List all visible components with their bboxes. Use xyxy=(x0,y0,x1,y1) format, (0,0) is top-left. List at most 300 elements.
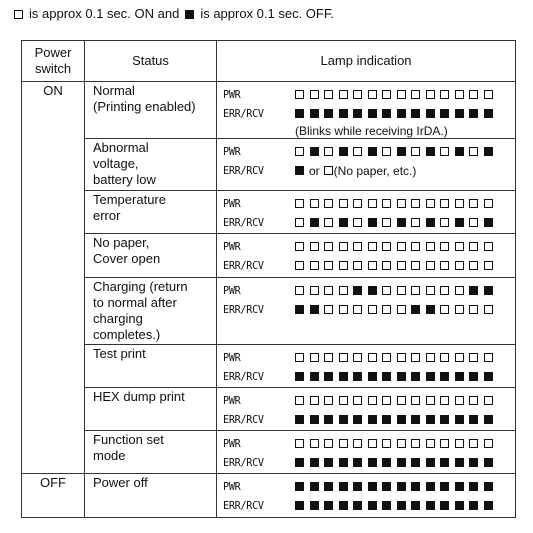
pwr-on-square-icon xyxy=(397,439,406,448)
pwr-on-square-icon xyxy=(411,396,420,405)
err-rcv-off-square-icon xyxy=(455,501,464,510)
err-rcv-off-square-icon xyxy=(368,501,377,510)
pwr-on-square-icon xyxy=(295,353,304,362)
header-status: Status xyxy=(85,41,217,82)
lamp-indication-cell xyxy=(217,474,516,518)
pwr-on-square-icon xyxy=(397,242,406,251)
err-rcv-off-square-icon xyxy=(426,109,435,118)
status-cell: HEX dump print xyxy=(85,388,217,431)
err-rcv-on-square-icon xyxy=(382,261,391,270)
pwr-on-square-icon xyxy=(455,286,464,295)
pwr-on-square-icon xyxy=(455,199,464,208)
err-rcv-lamp-pattern xyxy=(295,218,498,227)
pwr-on-square-icon xyxy=(411,90,420,99)
err-rcv-on-square-icon xyxy=(455,305,464,314)
pwr-lamp-pattern xyxy=(295,353,498,362)
pwr-on-square-icon xyxy=(440,286,449,295)
err-rcv-off-square-icon xyxy=(310,305,319,314)
err-rcv-off-square-icon xyxy=(382,372,391,381)
err-rcv-on-square-icon xyxy=(339,261,348,270)
table-row xyxy=(22,234,516,278)
lamp-off-square-icon xyxy=(185,10,194,19)
pwr-on-square-icon xyxy=(440,439,449,448)
err-rcv-note-text: or xyxy=(309,163,320,178)
pwr-off-square-icon xyxy=(368,482,377,491)
err-rcv-off-square-icon xyxy=(411,458,420,467)
err-rcv-lamp-row xyxy=(223,256,515,275)
pwr-on-square-icon xyxy=(397,286,406,295)
pwr-on-square-icon xyxy=(382,396,391,405)
pwr-off-square-icon xyxy=(484,286,493,295)
err-rcv-off-square-icon xyxy=(353,415,362,424)
pwr-on-square-icon xyxy=(295,286,304,295)
pwr-lamp-pattern xyxy=(295,90,498,99)
header-lamp-indication: Lamp indication xyxy=(217,41,516,82)
pwr-on-square-icon xyxy=(310,242,319,251)
err-rcv-off-square-icon xyxy=(484,372,493,381)
err-rcv-lamp-row xyxy=(223,453,515,472)
err-rcv-off-square-icon xyxy=(295,166,304,175)
err-rcv-off-square-icon xyxy=(339,218,348,227)
err-rcv-off-square-icon xyxy=(353,109,362,118)
err-rcv-off-square-icon xyxy=(295,415,304,424)
pwr-off-square-icon xyxy=(411,482,420,491)
header-power-switch: Power switch xyxy=(22,41,85,82)
err-rcv-off-square-icon xyxy=(310,458,319,467)
pwr-on-square-icon xyxy=(339,199,348,208)
pwr-off-square-icon xyxy=(455,147,464,156)
lamp-indication-cell xyxy=(217,234,516,278)
err-rcv-off-square-icon xyxy=(440,458,449,467)
pwr-off-square-icon xyxy=(339,147,348,156)
pwr-on-square-icon xyxy=(469,147,478,156)
pwr-on-square-icon xyxy=(397,90,406,99)
pwr-lamp-row xyxy=(223,194,515,213)
legend xyxy=(14,6,334,22)
pwr-on-square-icon xyxy=(426,286,435,295)
err-rcv-off-square-icon xyxy=(339,372,348,381)
err-rcv-on-square-icon xyxy=(469,305,478,314)
legend-on-text: is approx 0.1 sec. ON and xyxy=(29,6,180,21)
pwr-on-square-icon xyxy=(440,90,449,99)
err-rcv-lamp-row xyxy=(223,496,515,515)
pwr-on-square-icon xyxy=(397,396,406,405)
pwr-on-square-icon xyxy=(484,396,493,405)
pwr-on-square-icon xyxy=(324,90,333,99)
pwr-on-square-icon xyxy=(469,242,478,251)
pwr-lamp-label: PWR xyxy=(223,350,241,364)
pwr-on-square-icon xyxy=(411,439,420,448)
pwr-off-square-icon xyxy=(455,482,464,491)
err-rcv-off-square-icon xyxy=(324,372,333,381)
pwr-on-square-icon xyxy=(310,286,319,295)
pwr-on-square-icon xyxy=(368,90,377,99)
err-rcv-off-square-icon xyxy=(324,501,333,510)
pwr-lamp-label: PWR xyxy=(223,144,241,158)
err-rcv-on-square-icon xyxy=(353,261,362,270)
err-rcv-off-square-icon xyxy=(411,372,420,381)
err-rcv-off-square-icon xyxy=(397,458,406,467)
err-rcv-lamp-pattern xyxy=(295,163,420,179)
err-rcv-off-square-icon xyxy=(484,218,493,227)
err-rcv-off-square-icon xyxy=(397,109,406,118)
pwr-off-square-icon xyxy=(469,286,478,295)
pwr-on-square-icon xyxy=(324,396,333,405)
pwr-lamp-pattern xyxy=(295,396,498,405)
err-rcv-lamp-pattern xyxy=(295,501,498,510)
err-rcv-on-square-icon xyxy=(382,218,391,227)
err-rcv-on-square-icon xyxy=(324,305,333,314)
pwr-on-square-icon xyxy=(484,199,493,208)
pwr-on-square-icon xyxy=(469,90,478,99)
pwr-on-square-icon xyxy=(455,439,464,448)
err-rcv-off-square-icon xyxy=(411,305,420,314)
err-rcv-lamp-label: ERR/RCV xyxy=(223,498,264,512)
err-rcv-off-square-icon xyxy=(411,415,420,424)
pwr-off-square-icon xyxy=(310,482,319,491)
pwr-on-square-icon xyxy=(368,353,377,362)
pwr-on-square-icon xyxy=(469,439,478,448)
err-rcv-off-square-icon xyxy=(353,501,362,510)
pwr-on-square-icon xyxy=(368,242,377,251)
pwr-on-square-icon xyxy=(411,286,420,295)
err-rcv-off-square-icon xyxy=(368,372,377,381)
err-rcv-off-square-icon xyxy=(295,372,304,381)
table-row xyxy=(22,82,516,139)
pwr-on-square-icon xyxy=(353,147,362,156)
pwr-on-square-icon xyxy=(310,90,319,99)
err-rcv-on-square-icon xyxy=(324,218,333,227)
pwr-lamp-label: PWR xyxy=(223,479,241,493)
table-row xyxy=(22,388,516,431)
pwr-off-square-icon xyxy=(426,147,435,156)
pwr-off-square-icon xyxy=(426,482,435,491)
pwr-lamp-label: PWR xyxy=(223,87,241,101)
pwr-lamp-row xyxy=(223,477,515,496)
err-rcv-off-square-icon xyxy=(397,372,406,381)
pwr-lamp-row xyxy=(223,85,515,104)
power-switch-cell: ON xyxy=(22,82,85,474)
err-rcv-off-square-icon xyxy=(455,218,464,227)
err-rcv-lamp-row xyxy=(223,367,515,386)
pwr-on-square-icon xyxy=(440,353,449,362)
pwr-off-square-icon xyxy=(484,147,493,156)
pwr-on-square-icon xyxy=(440,147,449,156)
pwr-lamp-label: PWR xyxy=(223,393,241,407)
pwr-off-square-icon xyxy=(353,286,362,295)
err-rcv-off-square-icon xyxy=(397,415,406,424)
pwr-lamp-pattern xyxy=(295,199,498,208)
err-rcv-lamp-label: ERR/RCV xyxy=(223,369,264,383)
pwr-lamp-pattern xyxy=(295,147,498,156)
err-rcv-lamp-label: ERR/RCV xyxy=(223,163,264,177)
err-rcv-on-square-icon xyxy=(382,305,391,314)
err-rcv-lamp-label: ERR/RCV xyxy=(223,302,264,316)
pwr-lamp-label: PWR xyxy=(223,283,241,297)
err-rcv-off-square-icon xyxy=(310,415,319,424)
pwr-lamp-pattern xyxy=(295,439,498,448)
status-cell: Function set mode xyxy=(85,431,217,474)
pwr-off-square-icon xyxy=(310,147,319,156)
pwr-off-square-icon xyxy=(382,482,391,491)
pwr-on-square-icon xyxy=(455,353,464,362)
pwr-on-square-icon xyxy=(440,396,449,405)
pwr-off-square-icon xyxy=(397,147,406,156)
err-rcv-off-square-icon xyxy=(368,218,377,227)
err-rcv-lamp-row xyxy=(223,410,515,429)
pwr-on-square-icon xyxy=(455,242,464,251)
err-rcv-on-square-icon xyxy=(440,261,449,270)
err-rcv-off-square-icon xyxy=(353,458,362,467)
err-rcv-lamp-pattern xyxy=(295,261,498,270)
pwr-on-square-icon xyxy=(426,90,435,99)
err-rcv-off-square-icon xyxy=(426,372,435,381)
pwr-lamp-row xyxy=(223,281,515,300)
err-rcv-off-square-icon xyxy=(440,109,449,118)
lamp-indication-cell xyxy=(217,345,516,388)
err-rcv-on-square-icon xyxy=(368,261,377,270)
err-rcv-off-square-icon xyxy=(339,415,348,424)
pwr-on-square-icon xyxy=(295,396,304,405)
pwr-on-square-icon xyxy=(426,439,435,448)
lamp-indication-cell xyxy=(217,139,516,191)
table-row xyxy=(22,431,516,474)
pwr-lamp-label: PWR xyxy=(223,239,241,253)
pwr-on-square-icon xyxy=(469,353,478,362)
err-rcv-off-square-icon xyxy=(455,109,464,118)
pwr-on-square-icon xyxy=(339,242,348,251)
pwr-on-square-icon xyxy=(368,439,377,448)
status-cell: No paper, Cover open xyxy=(85,234,217,278)
err-rcv-off-square-icon xyxy=(295,458,304,467)
pwr-lamp-pattern xyxy=(295,286,498,295)
pwr-on-square-icon xyxy=(455,90,464,99)
err-rcv-off-square-icon xyxy=(469,109,478,118)
err-rcv-off-square-icon xyxy=(426,458,435,467)
err-rcv-off-square-icon xyxy=(469,501,478,510)
err-rcv-lamp-row xyxy=(223,300,515,319)
err-rcv-on-square-icon xyxy=(455,261,464,270)
lamp-on-square-icon xyxy=(14,10,23,19)
err-rcv-off-square-icon xyxy=(368,415,377,424)
pwr-on-square-icon xyxy=(295,439,304,448)
pwr-on-square-icon xyxy=(295,199,304,208)
pwr-on-square-icon xyxy=(382,199,391,208)
pwr-on-square-icon xyxy=(455,396,464,405)
err-rcv-off-square-icon xyxy=(484,501,493,510)
table-body xyxy=(22,82,516,518)
pwr-lamp-row xyxy=(223,348,515,367)
err-rcv-off-square-icon xyxy=(440,415,449,424)
table-row xyxy=(22,474,516,518)
pwr-on-square-icon xyxy=(339,286,348,295)
err-rcv-off-square-icon xyxy=(426,501,435,510)
pwr-off-square-icon xyxy=(353,482,362,491)
pwr-off-square-icon xyxy=(295,482,304,491)
pwr-on-square-icon xyxy=(382,90,391,99)
err-rcv-on-square-icon xyxy=(411,261,420,270)
pwr-on-square-icon xyxy=(368,199,377,208)
pwr-lamp-pattern xyxy=(295,242,498,251)
err-rcv-off-square-icon xyxy=(339,109,348,118)
err-rcv-off-square-icon xyxy=(368,458,377,467)
table-row xyxy=(22,345,516,388)
pwr-on-square-icon xyxy=(426,396,435,405)
lamp-indication-cell xyxy=(217,431,516,474)
err-rcv-on-square-icon xyxy=(484,261,493,270)
err-rcv-lamp-label: ERR/RCV xyxy=(223,215,264,229)
err-rcv-off-square-icon xyxy=(469,415,478,424)
pwr-on-square-icon xyxy=(411,147,420,156)
err-rcv-off-square-icon xyxy=(411,109,420,118)
pwr-off-square-icon xyxy=(440,482,449,491)
err-rcv-off-square-icon xyxy=(426,415,435,424)
pwr-lamp-row xyxy=(223,237,515,256)
pwr-on-square-icon xyxy=(353,353,362,362)
pwr-on-square-icon xyxy=(295,147,304,156)
err-rcv-off-square-icon xyxy=(295,501,304,510)
err-rcv-off-square-icon xyxy=(324,458,333,467)
err-rcv-on-square-icon xyxy=(397,305,406,314)
pwr-on-square-icon xyxy=(382,353,391,362)
power-switch-cell: OFF xyxy=(22,474,85,518)
status-cell: Test print xyxy=(85,345,217,388)
pwr-on-square-icon xyxy=(324,286,333,295)
err-rcv-lamp-row xyxy=(223,213,515,232)
err-rcv-lamp-label: ERR/RCV xyxy=(223,106,264,120)
pwr-on-square-icon xyxy=(353,439,362,448)
pwr-off-square-icon xyxy=(397,482,406,491)
err-rcv-off-square-icon xyxy=(382,415,391,424)
err-rcv-off-square-icon xyxy=(455,458,464,467)
pwr-lamp-row xyxy=(223,434,515,453)
err-rcv-on-square-icon xyxy=(484,305,493,314)
err-rcv-lamp-label: ERR/RCV xyxy=(223,412,264,426)
err-rcv-on-square-icon xyxy=(397,261,406,270)
pwr-on-square-icon xyxy=(353,90,362,99)
err-rcv-lamp-label: ERR/RCV xyxy=(223,258,264,272)
err-rcv-on-square-icon xyxy=(295,261,304,270)
err-rcv-off-square-icon xyxy=(310,501,319,510)
pwr-on-square-icon xyxy=(426,242,435,251)
err-rcv-on-square-icon xyxy=(310,261,319,270)
status-cell: Charging (return to normal after charging completes.) xyxy=(85,278,217,345)
err-rcv-on-square-icon xyxy=(339,305,348,314)
pwr-off-square-icon xyxy=(368,286,377,295)
pwr-on-square-icon xyxy=(339,396,348,405)
pwr-on-square-icon xyxy=(353,242,362,251)
pwr-on-square-icon xyxy=(310,396,319,405)
table-row xyxy=(22,191,516,234)
err-rcv-lamp-pattern xyxy=(295,305,498,314)
err-rcv-on-square-icon xyxy=(440,218,449,227)
pwr-on-square-icon xyxy=(368,396,377,405)
err-rcv-off-square-icon xyxy=(411,501,420,510)
err-rcv-on-square-icon xyxy=(324,261,333,270)
pwr-lamp-row xyxy=(223,391,515,410)
pwr-lamp-label: PWR xyxy=(223,436,241,450)
lamp-indication-cell xyxy=(217,82,516,139)
table-row xyxy=(22,278,516,345)
pwr-off-square-icon xyxy=(324,482,333,491)
err-rcv-off-square-icon xyxy=(484,415,493,424)
err-rcv-off-square-icon xyxy=(295,305,304,314)
pwr-on-square-icon xyxy=(440,199,449,208)
table-row xyxy=(22,139,516,191)
pwr-on-square-icon xyxy=(411,353,420,362)
err-rcv-off-square-icon xyxy=(484,109,493,118)
pwr-on-square-icon xyxy=(353,199,362,208)
err-rcv-lamp-row xyxy=(223,161,515,180)
err-rcv-note-text: (No paper, etc.) xyxy=(333,163,417,178)
pwr-on-square-icon xyxy=(397,199,406,208)
err-rcv-off-square-icon xyxy=(339,501,348,510)
err-rcv-off-square-icon xyxy=(469,458,478,467)
err-rcv-off-square-icon xyxy=(310,372,319,381)
err-rcv-on-square-icon xyxy=(368,305,377,314)
err-rcv-off-square-icon xyxy=(469,372,478,381)
err-rcv-off-square-icon xyxy=(310,218,319,227)
pwr-on-square-icon xyxy=(411,242,420,251)
pwr-on-square-icon xyxy=(295,242,304,251)
err-rcv-lamp-pattern xyxy=(295,415,498,424)
lamp-indication-cell xyxy=(217,278,516,345)
pwr-on-square-icon xyxy=(382,439,391,448)
err-rcv-lamp-pattern xyxy=(295,372,498,381)
pwr-on-square-icon xyxy=(382,242,391,251)
pwr-on-square-icon xyxy=(484,353,493,362)
pwr-on-square-icon xyxy=(324,353,333,362)
err-rcv-off-square-icon xyxy=(339,458,348,467)
pwr-on-square-icon xyxy=(324,439,333,448)
err-rcv-off-square-icon xyxy=(382,501,391,510)
err-rcv-on-square-icon xyxy=(295,218,304,227)
table-header-row xyxy=(22,41,516,82)
status-cell: Temperature error xyxy=(85,191,217,234)
err-rcv-on-square-icon xyxy=(324,166,333,175)
pwr-lamp-pattern xyxy=(295,482,498,491)
pwr-on-square-icon xyxy=(484,90,493,99)
err-rcv-on-square-icon xyxy=(426,261,435,270)
pwr-on-square-icon xyxy=(484,242,493,251)
err-rcv-off-square-icon xyxy=(455,415,464,424)
pwr-off-square-icon xyxy=(339,482,348,491)
err-rcv-lamp-row xyxy=(223,104,515,123)
err-rcv-off-square-icon xyxy=(426,218,435,227)
err-rcv-lamp-pattern xyxy=(295,458,498,467)
lamp-note: (Blinks while receiving IrDA.) xyxy=(295,124,448,138)
err-rcv-lamp-pattern xyxy=(295,109,498,118)
err-rcv-off-square-icon xyxy=(440,501,449,510)
status-cell: Power off xyxy=(85,474,217,518)
pwr-on-square-icon xyxy=(426,199,435,208)
pwr-on-square-icon xyxy=(310,353,319,362)
lamp-indication-table xyxy=(21,40,516,518)
pwr-on-square-icon xyxy=(426,353,435,362)
err-rcv-off-square-icon xyxy=(295,109,304,118)
pwr-on-square-icon xyxy=(382,286,391,295)
err-rcv-off-square-icon xyxy=(426,305,435,314)
pwr-on-square-icon xyxy=(310,439,319,448)
pwr-on-square-icon xyxy=(440,242,449,251)
lamp-indication-cell xyxy=(217,388,516,431)
pwr-on-square-icon xyxy=(339,90,348,99)
err-rcv-off-square-icon xyxy=(397,218,406,227)
pwr-lamp-row xyxy=(223,142,515,161)
err-rcv-off-square-icon xyxy=(353,372,362,381)
pwr-on-square-icon xyxy=(411,199,420,208)
err-rcv-off-square-icon xyxy=(397,501,406,510)
